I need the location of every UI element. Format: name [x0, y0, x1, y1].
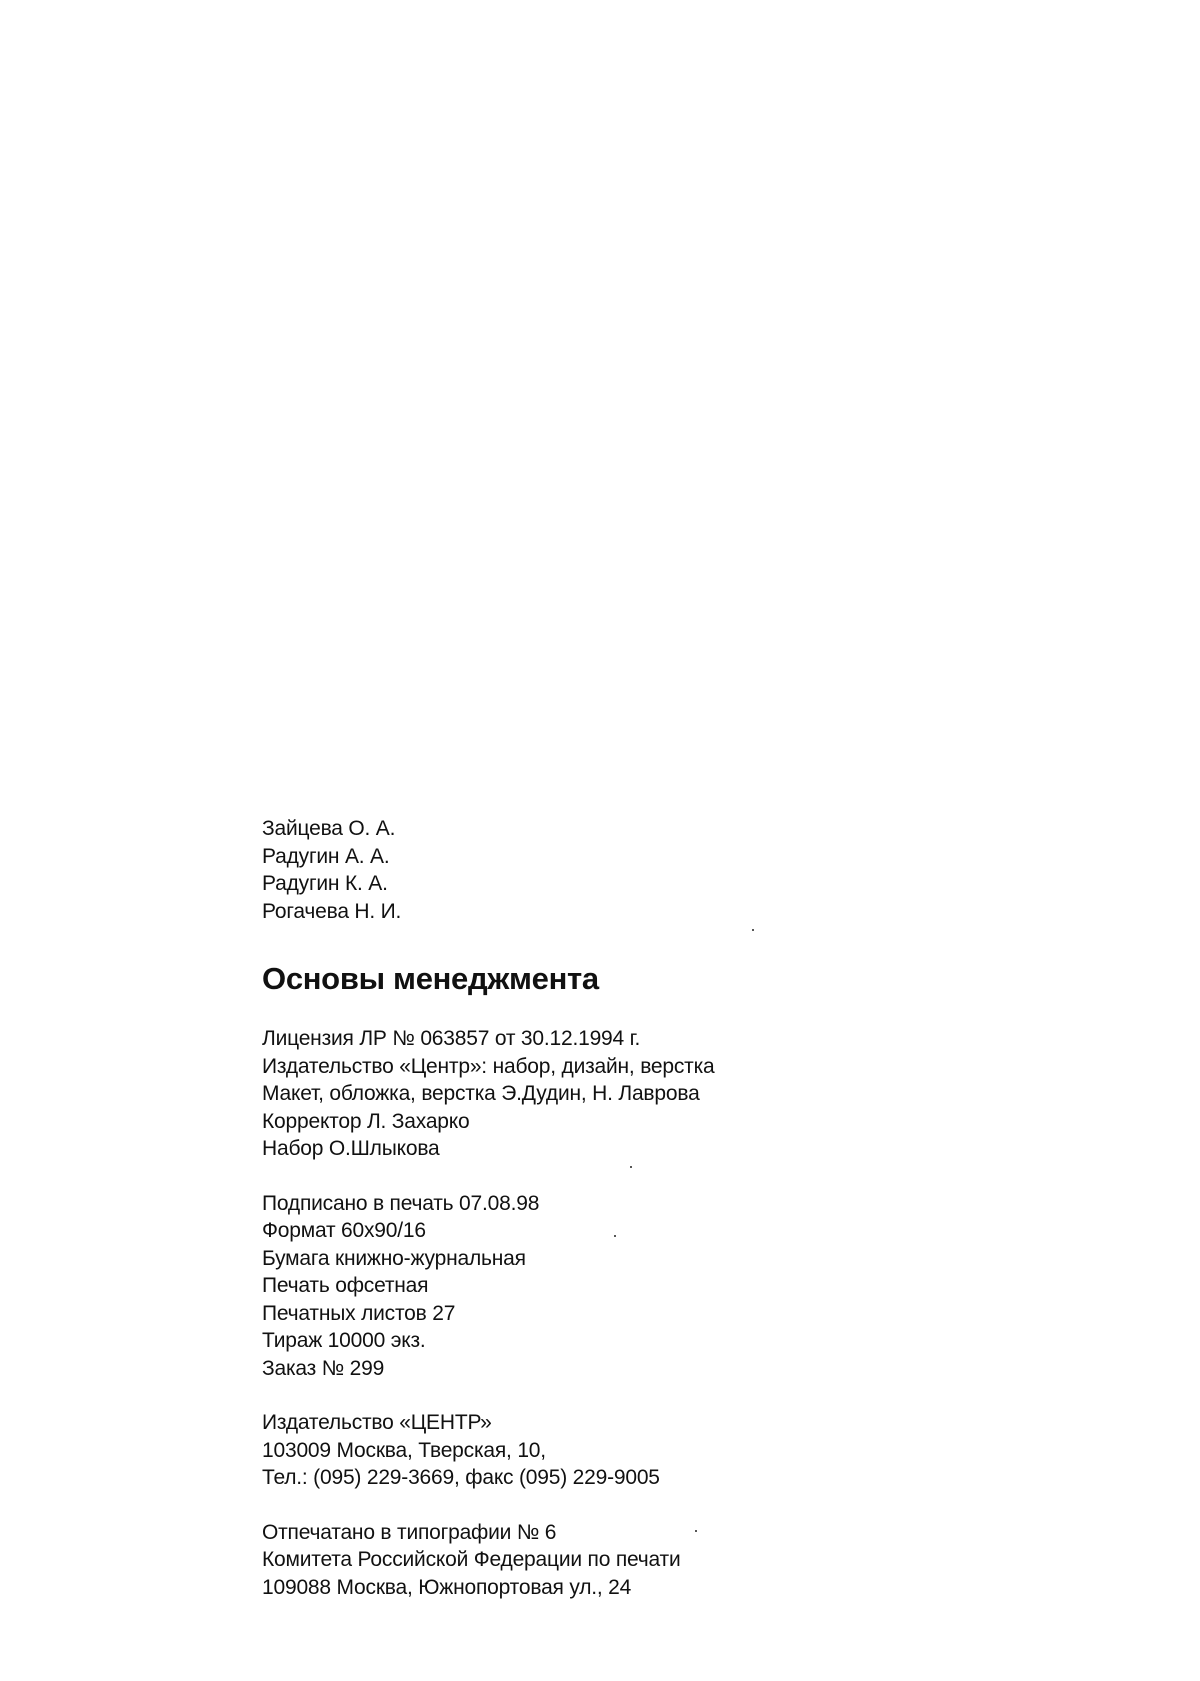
- printer-committee-line: Комитета Российской Федерации по печати: [262, 1548, 681, 1571]
- license-block: [262, 1025, 962, 1163]
- scan-speck: [695, 1530, 697, 1532]
- publisher-address-block: [262, 1409, 962, 1492]
- proofreader-line: Корректор Л. Захарко: [262, 1109, 470, 1133]
- order-line: Заказ № 299: [262, 1356, 385, 1380]
- sheets-line: Печатных листов 27: [262, 1301, 456, 1325]
- printer-block: [262, 1519, 962, 1602]
- printer-address-line: 109088 Москва, Южнопортовая ул., 24: [262, 1575, 632, 1599]
- publisher-phone-line: Тел.: (095) 229-3669, факс (095) 229-9005: [262, 1466, 660, 1489]
- layout-credits-line: Макет, обложка, верстка Э.Дудин, Н. Лаврова: [262, 1082, 700, 1105]
- publisher-address-line: 103009 Москва, Тверская, 10,: [262, 1438, 546, 1462]
- scan-speck: [752, 929, 754, 931]
- author-line: Радугин А. А.: [262, 844, 390, 868]
- author-line: Рогачева Н. И.: [262, 899, 402, 923]
- book-title: Основы менеджмента: [262, 961, 599, 996]
- print-run-line: Тираж 10000 экз.: [262, 1329, 426, 1352]
- authors-list: [262, 815, 962, 925]
- publisher-services-line: Издательство «Центр»: набор, дизайн, верстка: [262, 1054, 715, 1078]
- publisher-name-line: Издательство «ЦЕНТР»: [262, 1411, 492, 1434]
- author-line: Зайцева О. А.: [262, 817, 396, 840]
- license-line: Лицензия ЛР № 063857 от 30.12.1994 г.: [262, 1027, 641, 1050]
- printer-name-line: Отпечатано в типографии № 6: [262, 1520, 557, 1544]
- scan-speck: [614, 1235, 616, 1237]
- author-line: Радугин К. А.: [262, 872, 388, 895]
- format-line: Формат 60х90/16: [262, 1219, 426, 1242]
- typesetting-line: Набор О.Шлыкова: [262, 1137, 440, 1160]
- print-method-line: Печать офсетная: [262, 1274, 429, 1297]
- colophon: [262, 815, 962, 1601]
- print-details-block: [262, 1190, 962, 1383]
- paper-line: Бумага книжно-журнальная: [262, 1246, 526, 1270]
- scan-speck: [630, 1166, 632, 1168]
- signed-to-print-line: Подписано в печать 07.08.98: [262, 1191, 540, 1215]
